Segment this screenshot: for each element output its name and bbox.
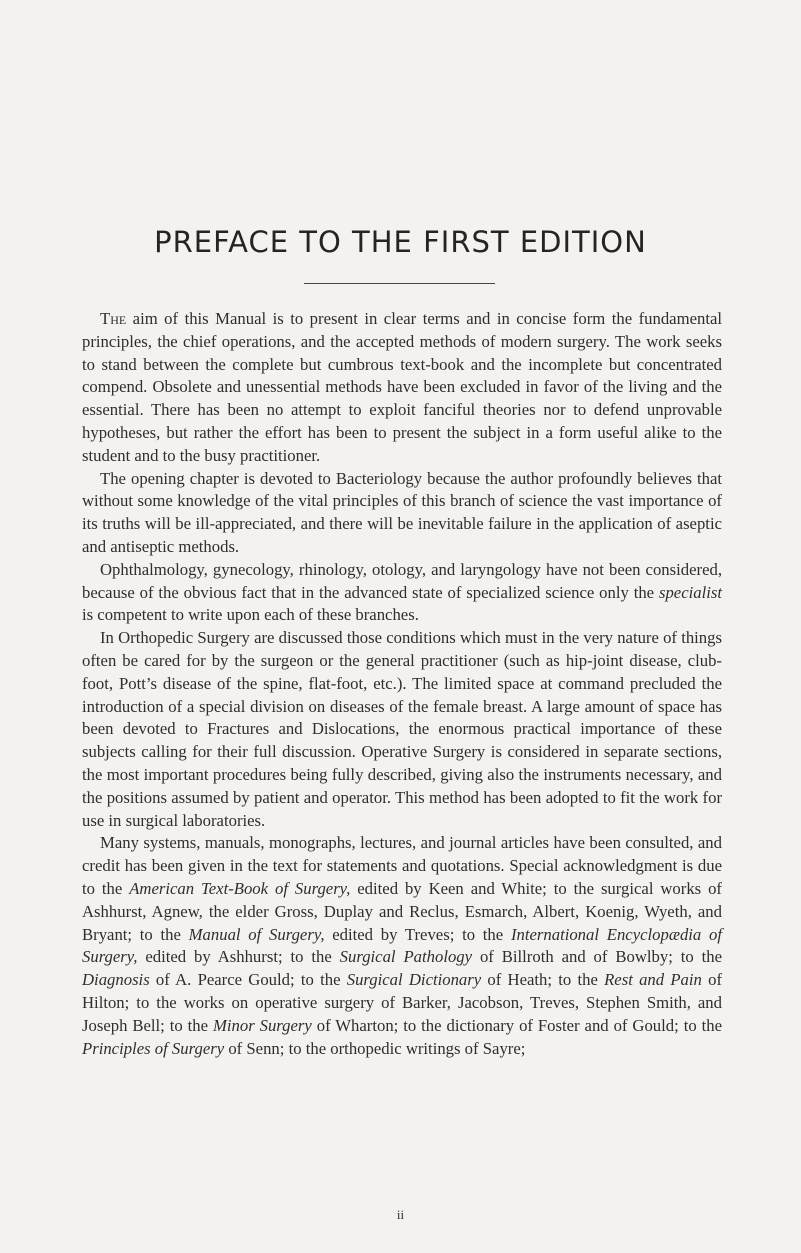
paragraph-text: Many systems, manuals, monographs, lectures, and journal articles have been consulted, and credit has been given in the text for statements and quotations. Special acknowledgment is due to the <box>82 833 722 898</box>
book-title: International Encyclopædia of Surgery, <box>82 924 723 967</box>
paragraph-text: of Hilton; to the works on operative surgery of Barker, Jacobson, Treves, Stephen Smith, and Joseph Bell; to the <box>82 970 722 1035</box>
paragraph-1 <box>82 308 722 468</box>
paragraph-text: Ophthalmology, gynecology, rhinology, otology, and laryngology have not been considered, because of the obvious fact that in the advanced state of specialized science only the <box>82 559 722 602</box>
book-title: American Text-Book of Surgery, <box>129 878 351 898</box>
title-divider <box>304 283 495 284</box>
paragraph-text: of Senn; to the orthopedic writings of Sayre; <box>224 1038 526 1058</box>
paragraph-lead-word: The <box>100 309 127 328</box>
paragraph-text: of A. Pearce Gould; to the <box>149 970 347 990</box>
book-title: Surgical Pathology <box>339 947 473 967</box>
paragraph-5 <box>82 832 722 1060</box>
preface-body <box>82 308 722 1060</box>
paragraph-3 <box>82 559 722 627</box>
paragraph-text: of Wharton; to the dictionary of Foster and of Gould; to the <box>311 1015 722 1035</box>
paragraph-text: of Billroth and of Bowlby; to the <box>472 947 722 967</box>
book-title: Diagnosis <box>82 970 150 990</box>
book-title: Minor Surgery <box>212 1015 312 1035</box>
book-title: Surgical Dictionary <box>346 970 482 990</box>
paragraph-text: of Heath; to the <box>481 970 605 990</box>
book-title: Manual of Surgery, <box>188 924 325 944</box>
book-title: Rest and Pain <box>604 970 702 990</box>
book-title: Principles of Surgery <box>82 1038 225 1058</box>
paragraph-4: In Orthopedic Surgery are discussed those conditions which must in the very nature of things often be cared for by the surgeon or the general practitioner (such as hip-joint disease, club-foot, Pott’s disease of the spine, flat-foot, etc.). The limited space at command precluded the introduction of a special division on diseases of the female breast. A large amount of space has been devoted to Fractures and Dislocations, the enormous practical importance of these subjects calling for their full discussion. Operative Surgery is considered in separate sections, the most important procedures being fully described, giving also the instruments necessary, and the positions assumed by patient and operator. This method has been adopted to fit the work for use in surgical laboratories. <box>82 628 722 830</box>
paragraph-text: edited by Ashhurst; to the <box>137 947 340 967</box>
emphasis-text: specialist <box>658 582 722 602</box>
paragraph-text: aim of this Manual is to present in clear terms and in concise form the fundamental principles, the chief operations, and the accepted methods of modern surgery. The work seeks to stand between the complete but cumbrous text-book and the incomplete but concentrated compend. Obsolete and unessential methods have been excluded in favor of the living and the essential. There has been no attempt to exploit fanciful theories nor to defend unprovable hypotheses, but rather the effort has been to present the subject in a form useful alike to the student and to the busy practitioner. <box>82 309 722 465</box>
paragraph-text: edited by Treves; to the <box>324 924 511 944</box>
paragraph-text: edited by Keen and White; to the surgical works of Ashhurst, Agnew, the elder Gross, Duplay and Reclus, Esmarch, Albert, Koenig, Wyeth, and Bryant; to the <box>82 878 722 944</box>
paragraph-2: The opening chapter is devoted to Bacteriology because the author profoundly believes that without some knowledge of the vital principles of this branch of science the vast importance of its truths will be ill-appreciated, and there will be inevitable failure in the application of aseptic and antiseptic methods. <box>82 468 722 556</box>
paragraph-text: is competent to write upon each of these branches. <box>82 605 419 625</box>
page-title: PREFACE TO THE FIRST EDITION <box>154 225 647 259</box>
page-number: ii <box>396 1207 405 1222</box>
